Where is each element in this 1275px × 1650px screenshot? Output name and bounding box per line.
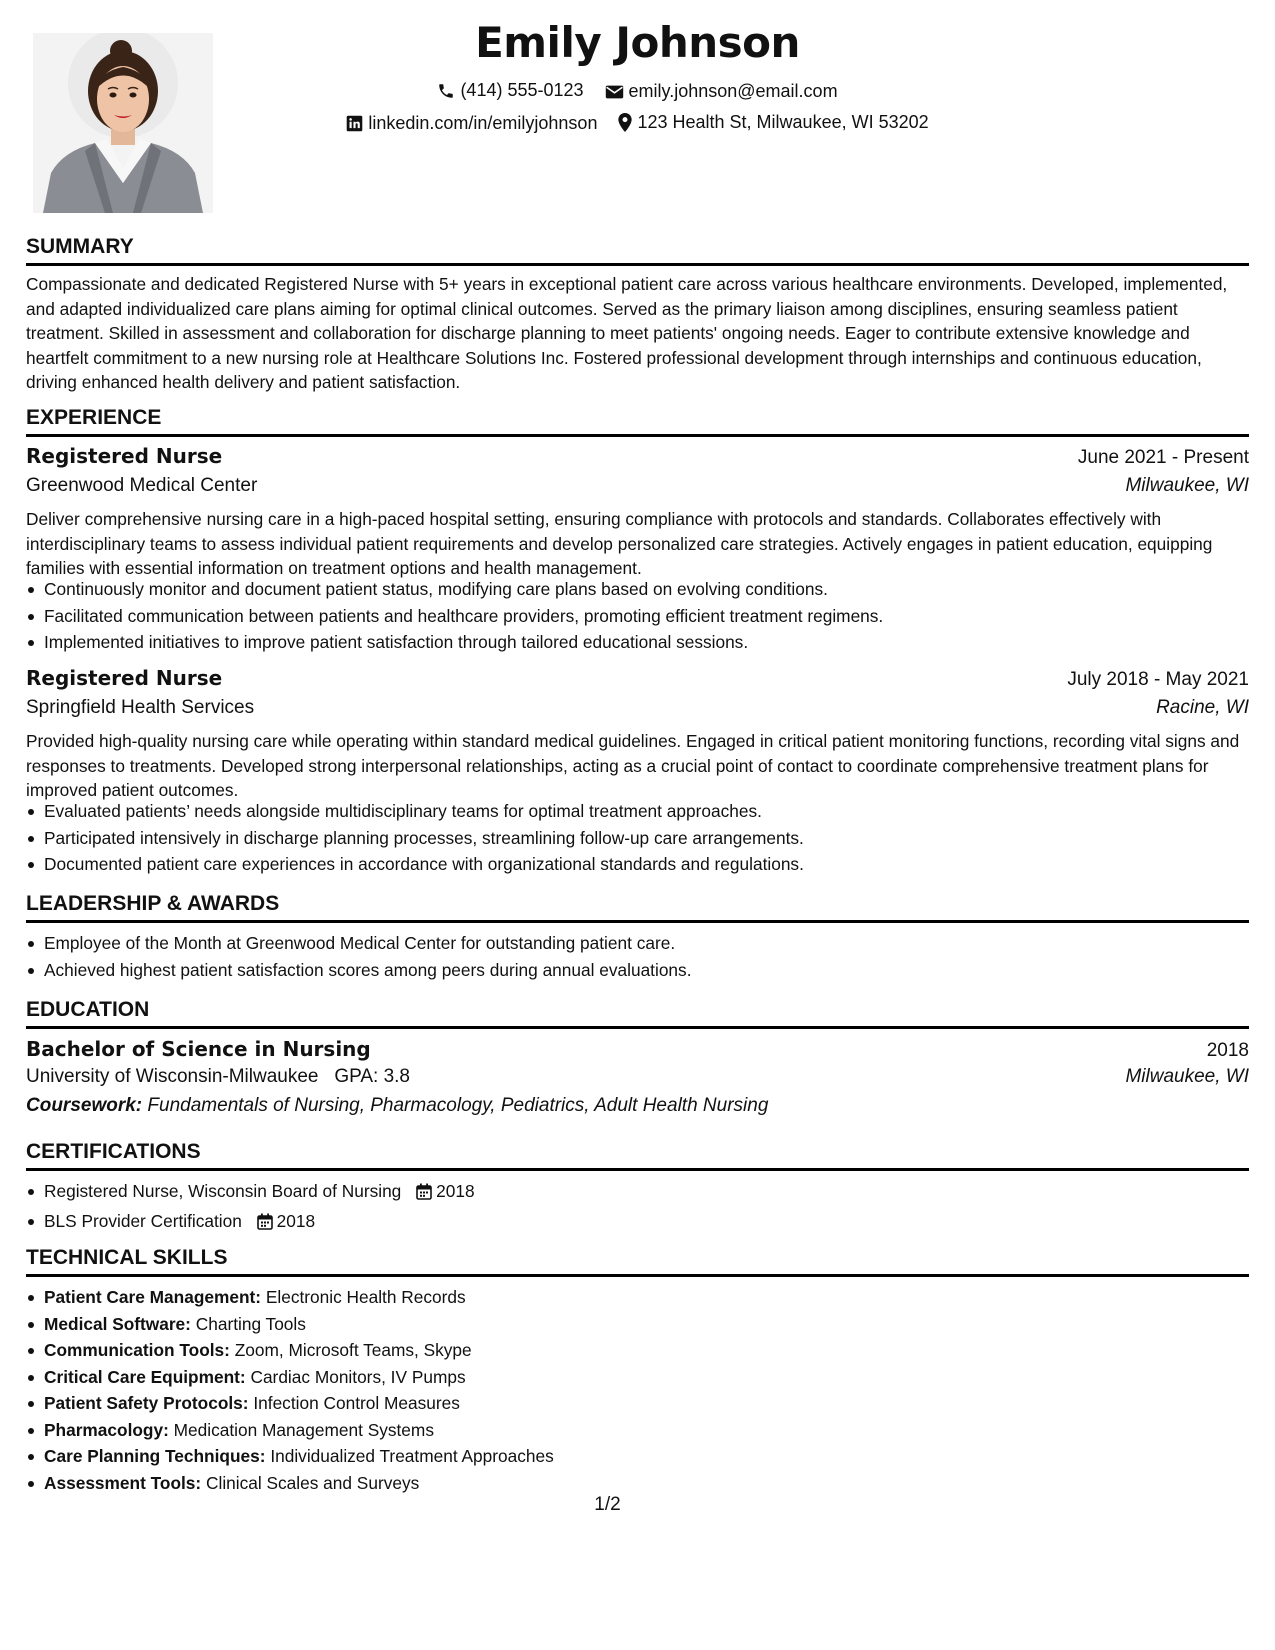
- calendar-icon: [257, 1211, 273, 1238]
- skill-label: Assessment Tools:: [44, 1472, 202, 1493]
- certification-year: 2018: [436, 1181, 475, 1201]
- list-item: Implemented initiatives to improve patient satisfaction through tailored educational sessions.: [44, 629, 1267, 656]
- education-header: [26, 1037, 1249, 1062]
- list-item: [44, 1311, 1267, 1338]
- coursework: [26, 1095, 768, 1117]
- contact-line-secondary: [0, 112, 1275, 137]
- degree: Bachelor of Science in Nursing: [26, 1037, 371, 1061]
- education-subheader: [26, 1066, 1249, 1088]
- skill-value: Charting Tools: [195, 1313, 306, 1334]
- list-item: [44, 1208, 1267, 1238]
- skills-list: [26, 1284, 1267, 1496]
- skill-value: Electronic Health Records: [265, 1287, 466, 1307]
- skill-label: Care Planning Techniques:: [44, 1446, 266, 1466]
- address-text: 123 Health St, Milwaukee, WI 53202: [637, 112, 929, 132]
- skill-label: Pharmacology:: [44, 1419, 169, 1440]
- experience-heading: EXPERIENCE: [26, 405, 1249, 437]
- job-1-subheader: [26, 475, 1249, 497]
- skill-value: Infection Control Measures: [253, 1393, 460, 1413]
- list-item: Documented patient care experiences in accordance with organizational standards and regulations.: [44, 851, 1267, 878]
- job-2-bullets: [26, 798, 1267, 878]
- skill-label: Communication Tools:: [44, 1340, 230, 1360]
- contact-line-primary: [0, 80, 1275, 105]
- linkedin-contact[interactable]: [346, 113, 597, 134]
- skill-value: Cardiac Monitors, IV Pumps: [250, 1366, 466, 1387]
- list-item: [44, 1284, 1267, 1311]
- education-heading: EDUCATION: [26, 997, 1249, 1029]
- list-item: [44, 1337, 1267, 1364]
- summary-text: Compassionate and dedicated Registered Nurse with 5+ years in exceptional patient care across various healthcare environments. Developed, implemented, and adapted individualized care plans aiming for optimal clinical outcomes. Served as the primary liaison among disciplines, ensuring seamless patient treatment. Skilled in assessment and collaboration for discharge planning to meet patients' ongoing needs. Eager to contribute extensive knowledge and heartfelt commitment to a new nursing role at Healthcare Solutions Inc. Fostered professional development through internships and continuous education, driving enhanced health delivery and patient satisfaction.: [26, 274, 1228, 392]
- school-location: Milwaukee, WI: [1125, 1066, 1249, 1087]
- job-location: Milwaukee, WI: [1125, 475, 1249, 496]
- list-item: [44, 1417, 1267, 1444]
- job-2-header: [26, 666, 1249, 691]
- skill-label: Critical Care Equipment:: [44, 1366, 246, 1387]
- job-1-description: Deliver comprehensive nursing care in a high-paced hospital setting, ensuring compliance with protocols and standards. Collaborates effectively with interdisciplinary teams to assess individual patient requirements and develop personalized care strategies. Actively engages in patient education, equipping families with essential information on treatment options and health management.: [26, 509, 1213, 578]
- school-line: [26, 1066, 410, 1088]
- certification-name: BLS Provider Certification: [44, 1210, 242, 1231]
- skills-heading: TECHNICAL SKILLS: [26, 1245, 1249, 1277]
- list-item: [44, 1470, 1267, 1497]
- list-item: [44, 1390, 1267, 1417]
- coursework-list: Fundamentals of Nursing, Pharmacology, Pediatrics, Adult Health Nursing: [147, 1095, 769, 1116]
- job-dates: June 2021 - Present: [1077, 447, 1249, 468]
- job-location: Racine, WI: [1156, 697, 1249, 718]
- skill-value: Clinical Scales and Surveys: [206, 1472, 420, 1493]
- email-text: emily.johnson@email.com: [628, 81, 838, 101]
- page-number: 1/2: [594, 1494, 621, 1515]
- email-contact[interactable]: [605, 81, 838, 102]
- phone-contact[interactable]: [437, 80, 583, 101]
- certification-year: 2018: [276, 1210, 316, 1231]
- phone-text: (414) 555-0123: [460, 80, 584, 100]
- list-item: Participated intensively in discharge planning processes, streamlining follow-up care arrangements.: [44, 825, 1267, 852]
- job-company: Greenwood Medical Center: [26, 475, 258, 496]
- job-company: Springfield Health Services: [26, 697, 255, 718]
- job-title: Registered Nurse: [26, 666, 223, 690]
- certifications-heading: CERTIFICATIONS: [26, 1139, 1249, 1171]
- envelope-icon: [605, 84, 624, 100]
- linkedin-text: linkedin.com/in/emilyjohnson: [368, 113, 598, 133]
- coursework-label: Coursework:: [26, 1095, 143, 1116]
- list-item: [44, 1178, 1267, 1208]
- job-title: Registered Nurse: [26, 444, 223, 468]
- skill-label: Patient Care Management:: [44, 1287, 262, 1307]
- job-2-subheader: [26, 697, 1249, 719]
- skill-label: Medical Software:: [44, 1313, 191, 1334]
- calendar-icon: [416, 1181, 432, 1208]
- summary-heading: SUMMARY: [26, 234, 1249, 266]
- job-1-header: [26, 444, 1249, 469]
- certification-name: Registered Nurse, Wisconsin Board of Nursing: [44, 1181, 402, 1201]
- list-item: [44, 1364, 1267, 1391]
- gpa: GPA: 3.8: [334, 1066, 410, 1087]
- skill-value: Individualized Treatment Approaches: [270, 1446, 554, 1466]
- map-pin-icon: [618, 113, 632, 132]
- phone-icon: [437, 82, 455, 100]
- job-2-description: Provided high-quality nursing care while operating within standard medical guidelines. Engaged in critical patient monitoring functions, recording vital signs and responses to treatments. Developed strong interpersonal relationships, acting as a crucial point of contact to coordinate comprehensive treatment plans for improved patient outcomes.: [26, 731, 1240, 800]
- leadership-list: [26, 930, 1267, 983]
- skill-value: Zoom, Microsoft Teams, Skype: [234, 1340, 472, 1360]
- job-dates: July 2018 - May 2021: [1067, 669, 1249, 690]
- list-item: Employee of the Month at Greenwood Medical Center for outstanding patient care.: [44, 930, 1267, 957]
- list-item: Continuously monitor and document patient status, modifying care plans based on evolving conditions.: [44, 576, 1267, 603]
- graduation-year: 2018: [1206, 1040, 1249, 1061]
- list-item: [44, 1443, 1267, 1470]
- linkedin-icon: [346, 115, 363, 132]
- skill-label: Patient Safety Protocols:: [44, 1393, 249, 1413]
- candidate-name: Emily Johnson: [475, 18, 800, 67]
- school-name: University of Wisconsin-Milwaukee: [26, 1066, 319, 1087]
- skill-value: Medication Management Systems: [173, 1419, 434, 1440]
- list-item: Achieved highest patient satisfaction scores among peers during annual evaluations.: [44, 957, 1267, 984]
- list-item: Evaluated patients’ needs alongside multidisciplinary teams for optimal treatment approaches.: [44, 798, 1267, 825]
- list-item: Facilitated communication between patients and healthcare providers, promoting efficient treatment regimens.: [44, 603, 1267, 630]
- address-contact: [618, 112, 928, 133]
- leadership-heading: LEADERSHIP & AWARDS: [26, 891, 1249, 923]
- certifications-list: [26, 1178, 1267, 1237]
- job-1-bullets: [26, 576, 1267, 656]
